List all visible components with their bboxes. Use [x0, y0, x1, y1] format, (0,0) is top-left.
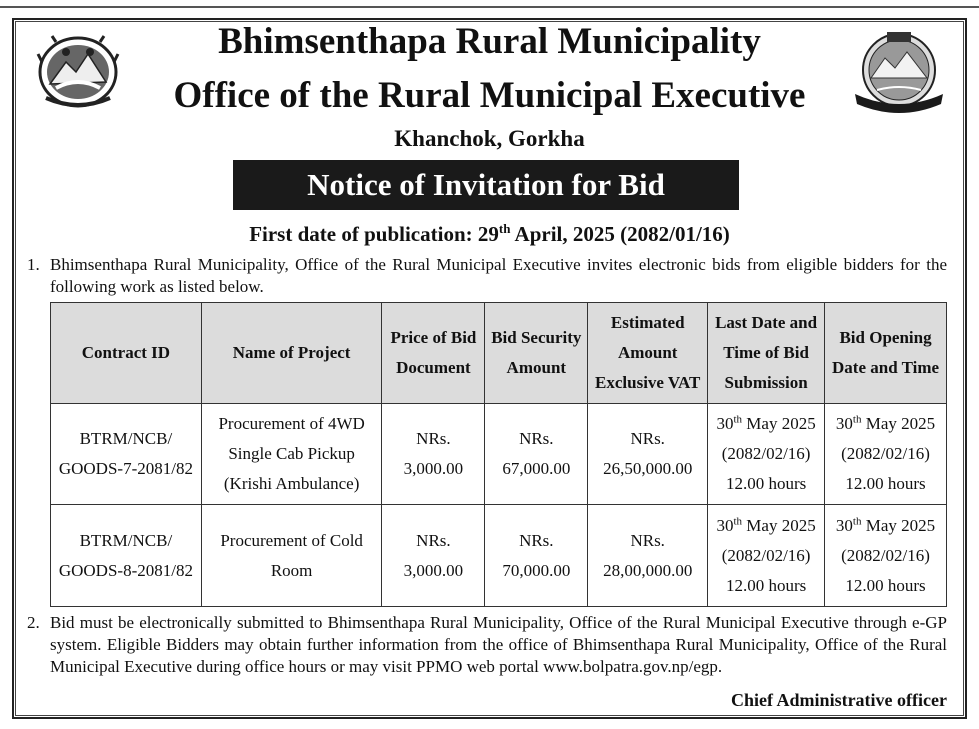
last-date-extra	[710, 541, 822, 601]
cell-line: (2082/02/16)	[721, 545, 811, 565]
cell-line: Estimated	[610, 313, 685, 332]
last-date-rest: May 2025	[742, 414, 816, 433]
cell-line: 26,50,000.00	[603, 459, 693, 478]
table-row	[51, 505, 947, 607]
open-date-extra	[827, 439, 944, 499]
cell-line: Amount	[617, 343, 678, 362]
cell-line: 12.00 hours	[725, 575, 807, 595]
header-price	[382, 303, 485, 404]
pub-date-suffix: April, 2025 (2082/01/16)	[510, 222, 730, 246]
publication-date	[0, 219, 979, 249]
header-bid-security	[485, 303, 588, 404]
paragraph-1-number: 1.	[27, 255, 40, 274]
cell-line: 67,000.00	[502, 459, 571, 478]
cell-line: Date and Time	[832, 358, 940, 377]
cell-line: BTRM/NCB/	[79, 429, 173, 448]
open-date-rest: May 2025	[861, 414, 936, 433]
cell-line: Room	[270, 560, 313, 580]
notice-title-banner: Notice of Invitation for Bid	[233, 160, 739, 210]
cell-last-date	[708, 404, 825, 505]
cell-line: 3,000.00	[403, 560, 464, 580]
cell-project-name	[201, 505, 382, 607]
open-date-sup: th	[852, 514, 862, 527]
cell-line: Single Cab Pickup	[228, 444, 355, 463]
pub-date-prefix: First date of publication: 29	[249, 222, 499, 246]
cell-line: Document	[396, 358, 471, 377]
cell-line: Bid Security	[491, 328, 582, 347]
cell-line: Price of Bid	[390, 328, 477, 347]
paragraph-2-text: Bid must be electronically submitted to Bhimsenthapa Rural Municipality, Office of the Rural Municipal Executive through e-GP system. Eligible Bidders may obtain further information from the office of Bhimsenthapa Rural Municipality, Office of the Rural Municipal Executive during office hours or may visit PPMO web portal www.bolpatra.gov.np/egp.	[50, 613, 947, 676]
cell-contract-id	[51, 505, 202, 607]
cell-line: NRs.	[630, 530, 665, 550]
cell-line: Last Date and	[715, 313, 818, 332]
cell-opening-date	[825, 404, 947, 505]
last-date-sup: th	[733, 514, 743, 527]
open-date-extra	[827, 541, 944, 601]
cell-line: NRs.	[519, 429, 554, 448]
cell-line: 12.00 hours	[845, 575, 926, 595]
cell-line: (2082/02/16)	[841, 545, 930, 565]
cell-line: Procurement of 4WD	[218, 414, 365, 433]
cell-line: Time of Bid	[723, 343, 809, 362]
cell-line: Amount	[506, 358, 567, 377]
open-date-rest: May 2025	[861, 515, 936, 535]
open-date-day: 30	[835, 515, 853, 535]
cell-bid-security	[485, 404, 588, 505]
cell-price	[382, 404, 485, 505]
cell-line: 28,00,000.00	[603, 560, 693, 580]
header-estimated-amount	[588, 303, 708, 404]
paragraph-2-number: 2.	[27, 613, 40, 632]
open-date-line	[827, 409, 944, 439]
last-date-line	[710, 511, 822, 541]
cell-opening-date	[825, 505, 947, 607]
cell-line: GOODS-7-2081/82	[58, 459, 193, 478]
header-contract-id	[51, 303, 202, 404]
cell-line: Name of Project	[232, 343, 351, 362]
last-date-sup: th	[733, 413, 743, 426]
signature: Chief Administrative officer	[731, 690, 947, 710]
cell-line: NRs.	[630, 429, 665, 448]
cell-line: GOODS-8-2081/82	[58, 560, 193, 580]
cell-price	[382, 505, 485, 607]
office-location: Khanchok, Gorkha	[394, 126, 585, 151]
cell-line: Exclusive VAT	[595, 373, 701, 392]
cell-line: 3,000.00	[403, 459, 464, 478]
cell-line: NRs.	[416, 530, 451, 550]
open-date-line	[827, 511, 944, 541]
open-date-day: 30	[835, 414, 853, 433]
cell-last-date	[708, 505, 825, 607]
header-opening-date	[825, 303, 947, 404]
last-date-rest: May 2025	[742, 515, 816, 535]
open-date-sup: th	[852, 413, 862, 426]
cell-bid-security	[485, 505, 588, 607]
header-project-name	[201, 303, 382, 404]
table-row	[51, 404, 947, 505]
cell-line: BTRM/NCB/	[79, 530, 173, 550]
paragraph-1-text: Bhimsenthapa Rural Municipality, Office of the Rural Municipal Executive invites electronic bids from eligible bidders for the following work as listed below.	[50, 255, 947, 296]
cell-line: Submission	[724, 373, 808, 392]
cell-line: 12.00 hours	[725, 474, 807, 493]
top-rule	[0, 6, 979, 8]
cell-line: NRs.	[519, 530, 554, 550]
cell-line: 70,000.00	[502, 560, 571, 580]
municipality-title: Bhimsenthapa Rural Municipality	[218, 21, 761, 62]
cell-project-name	[201, 404, 382, 505]
last-date-line	[710, 409, 822, 439]
cell-line: Procurement of Cold	[220, 530, 363, 550]
cell-line: (2082/02/16)	[841, 444, 930, 463]
header-last-date	[708, 303, 825, 404]
office-title: Office of the Rural Municipal Executive	[173, 75, 806, 116]
bid-table	[50, 302, 947, 607]
pub-date-sup: th	[498, 221, 511, 236]
cell-estimated-amount	[588, 404, 708, 505]
cell-line: Bid Opening	[839, 328, 932, 347]
table-header-row	[51, 303, 947, 404]
cell-line: NRs.	[416, 429, 451, 448]
cell-line: (Krishi Ambulance)	[223, 474, 360, 493]
cell-line: 12.00 hours	[845, 474, 926, 493]
last-date-day: 30	[716, 414, 734, 433]
last-date-day: 30	[716, 515, 734, 535]
cell-line: Contract ID	[81, 343, 171, 362]
cell-line: (2082/02/16)	[721, 444, 811, 463]
cell-estimated-amount	[588, 505, 708, 607]
cell-contract-id	[51, 404, 202, 505]
last-date-extra	[710, 439, 822, 499]
